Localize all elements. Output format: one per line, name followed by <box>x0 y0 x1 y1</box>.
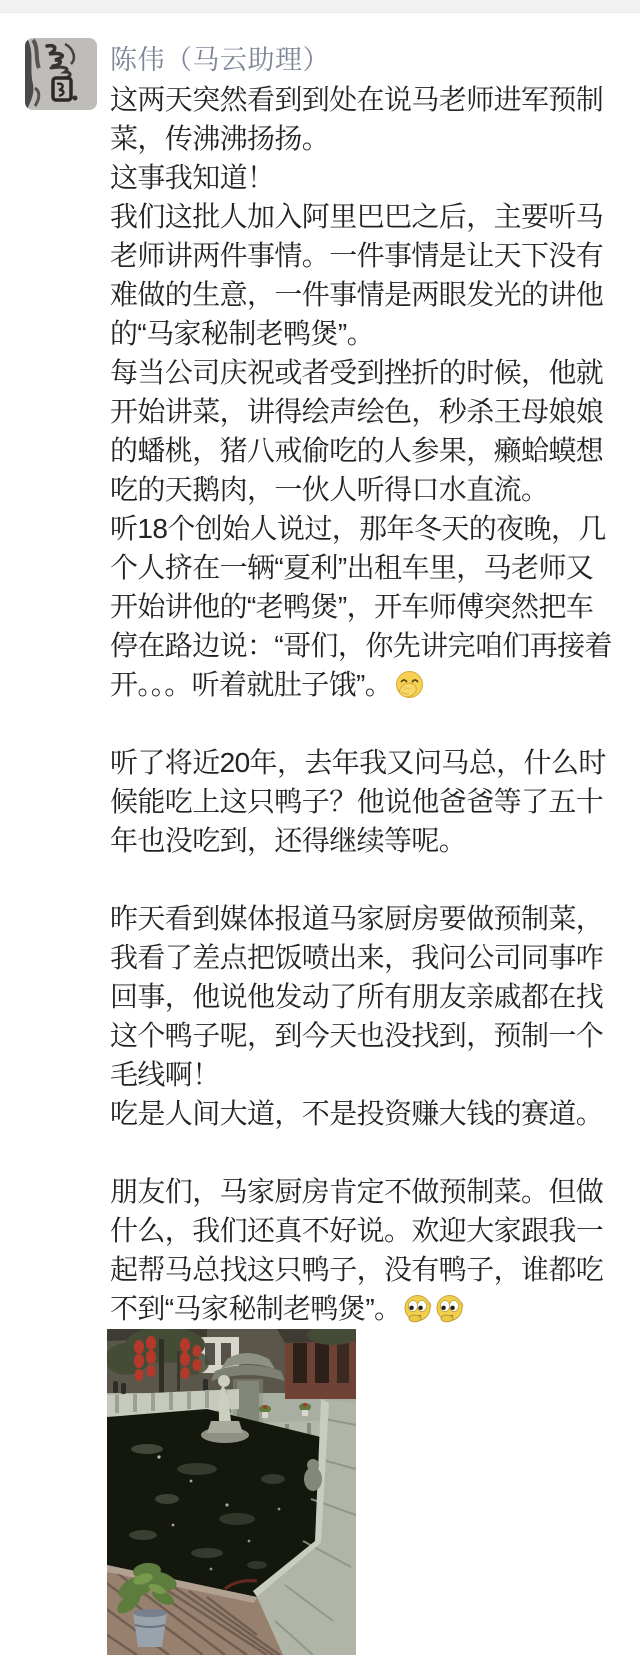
post-line: 我们这批人加入阿里巴巴之后，主要听马 <box>110 201 604 232</box>
post-line: 起帮马总找这只鸭子，没有鸭子，谁都吃 <box>110 1254 604 1285</box>
status-strip <box>0 0 640 13</box>
post-line: 这个鸭子呢，到今天也没找到，预制一个 <box>110 1020 604 1051</box>
post-photo[interactable] <box>107 1329 356 1655</box>
post-line: 个人挤在一辆“夏利”出租车里，马老师又 <box>110 552 594 583</box>
post-text <box>110 80 620 1328</box>
post-line <box>110 860 620 899</box>
post-line: 毛线啊！ <box>110 1059 220 1090</box>
post-line: 开。。。听着就肚子饿”。 <box>110 665 620 704</box>
author-name[interactable]: 陈伟（马云助理） <box>110 45 330 75</box>
post-line: 回事，他说他发动了所有朋友亲戚都在找 <box>110 981 604 1012</box>
hand-over-mouth-emoji <box>395 670 424 699</box>
post-line: 听了将近20年，去年我又问马总，什么时 <box>110 747 606 778</box>
post-line: 年也没吃到，还得继续等呢。 <box>110 825 467 856</box>
post-line: 吃是人间大道，不是投资赚大钱的赛道。 <box>110 1098 604 1129</box>
post-line <box>110 704 620 743</box>
post-line: 的蟠桃，猪八戒偷吃的人参果，癞蛤蟆想 <box>110 435 604 466</box>
post-line: 停在路边说：“哥们，你先讲完咱们再接着 <box>110 630 612 661</box>
chin-stroking-emoji <box>436 1294 465 1323</box>
post-line: 菜，传沸沸扬扬。 <box>110 123 330 154</box>
post-line: 吃的天鹅肉，一伙人听得口水直流。 <box>110 474 549 505</box>
post-line: 不到“马家秘制老鸭煲”。 <box>110 1289 620 1328</box>
avatar[interactable] <box>25 38 97 110</box>
chin-stroking-emoji <box>404 1294 433 1323</box>
post-line: 开始讲他的“老鸭煲”，开车师傅突然把车 <box>110 591 594 622</box>
post-line: 难做的生意，一件事情是两眼发光的讲他 <box>110 279 604 310</box>
post-line: 我看了差点把饭喷出来，我问公司同事咋 <box>110 942 604 973</box>
post-line <box>110 1133 620 1172</box>
avatar-ink-art <box>25 38 97 110</box>
post-line: 老师讲两件事情。一件事情是让天下没有 <box>110 240 604 271</box>
post-line: 这两天突然看到到处在说马老师进军预制 <box>110 84 604 115</box>
post-line: 听18个创始人说过，那年冬天的夜晚，几 <box>110 513 606 544</box>
post-line: 什么，我们还真不好说。欢迎大家跟我一 <box>110 1215 604 1246</box>
post-line: 每当公司庆祝或者受到挫折的时候，他就 <box>110 357 604 388</box>
post-line: 昨天看到媒体报道马家厨房要做预制菜， <box>110 903 604 934</box>
post-line: 这事我知道！ <box>110 162 275 193</box>
post-line: 候能吃上这只鸭子？他说他爸爸等了五十 <box>110 786 604 817</box>
post-line: 朋友们，马家厨房肯定不做预制菜。但做 <box>110 1176 604 1207</box>
post-line: 的“马家秘制老鸭煲”。 <box>110 318 375 349</box>
post-line: 开始讲菜，讲得绘声绘色，秒杀王母娘娘 <box>110 396 604 427</box>
temple-pond-image <box>107 1329 356 1655</box>
